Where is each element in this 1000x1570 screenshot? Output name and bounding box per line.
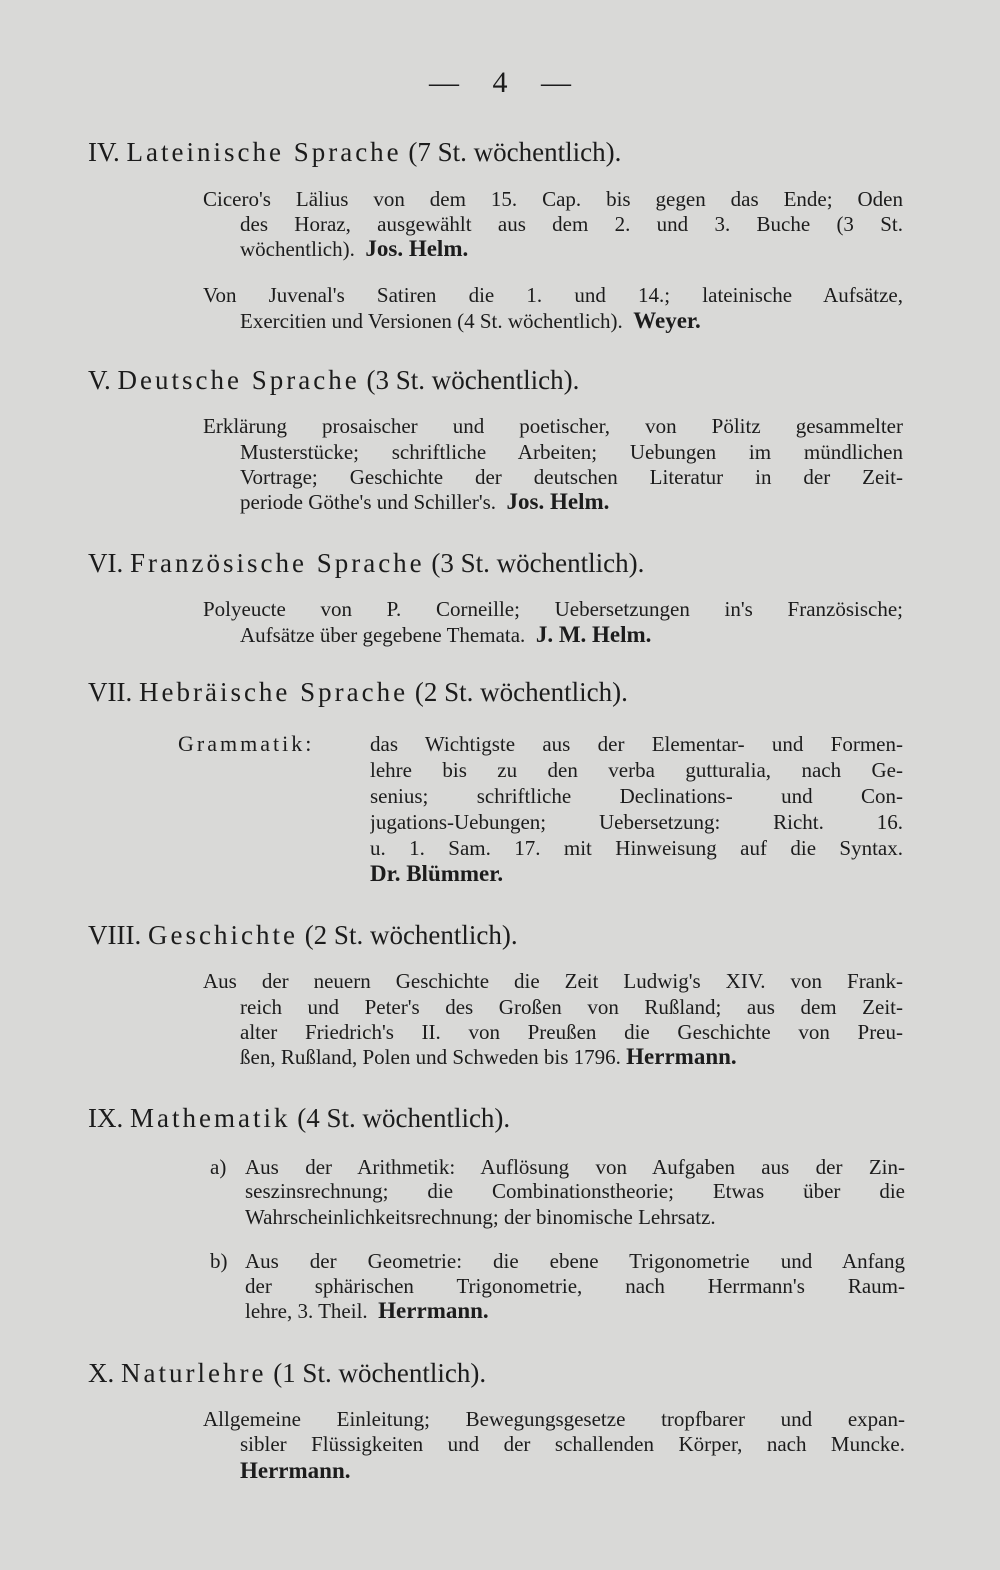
- text-line: Polyeucte von P. Corneille; Uebersetzungen in's Französische;: [203, 597, 903, 621]
- text-line: lehre bis zu den verba gutturalia, nach Ge-: [370, 758, 903, 782]
- section-title: Naturlehre: [121, 1358, 267, 1388]
- item-marker: b): [210, 1249, 228, 1273]
- section-title: Lateinische Sprache: [126, 137, 402, 167]
- text-line: Von Juvenal's Satiren die 1. und 14.; lateinische Aufsätze,: [203, 283, 903, 307]
- text-line: jugations-Uebungen; Uebersetzung: Richt. 16.: [370, 810, 903, 834]
- text: ßen, Rußland, Polen und Schweden bis 1796.: [240, 1045, 621, 1069]
- teacher-name: Dr. Blümmer.: [370, 861, 504, 886]
- section-heading-hebrew: [88, 676, 628, 708]
- text-line: [240, 489, 609, 515]
- text-line: Aus der Arithmetik: Auflösung von Aufgaben aus der Zin-: [245, 1155, 905, 1179]
- text-line: Vortrage; Geschichte der deutschen Literatur in der Zeit-: [240, 465, 903, 489]
- section-title: Deutsche Sprache: [117, 365, 360, 395]
- text: wöchentlich).: [240, 237, 355, 261]
- section-title: Mathematik: [130, 1103, 291, 1133]
- section-hours: (7 St. wöchentlich).: [408, 137, 622, 167]
- text-line: Allgemeine Einleitung; Bewegungsgesetze tropfbarer und expan-: [203, 1407, 905, 1431]
- text-line: Musterstücke; schriftliche Arbeiten; Uebungen im mündlichen: [240, 440, 903, 464]
- teacher-name: J. M. Helm.: [535, 622, 652, 647]
- text-line: [240, 1044, 737, 1070]
- item-marker: a): [210, 1155, 227, 1179]
- teacher-name: Herrmann.: [378, 1298, 489, 1323]
- text-line: senius; schriftliche Declinations- und Con-: [370, 784, 903, 808]
- section-number: IX.: [88, 1103, 124, 1133]
- text-line: Wahrscheinlichkeitsrechnung; der binomische Lehrsatz.: [245, 1205, 716, 1229]
- section-hours: (4 St. wöchentlich).: [297, 1103, 511, 1133]
- text: Aufsätze über gegebene Themata.: [240, 623, 526, 647]
- text-line: der sphärischen Trigonometrie, nach Herrmann's Raum-: [245, 1274, 905, 1298]
- section-number: VIII.: [88, 920, 142, 950]
- text: lehre, 3. Theil.: [245, 1299, 368, 1323]
- subsection-label: Grammatik:: [178, 731, 315, 756]
- section-number: V.: [88, 365, 111, 395]
- text-line: [245, 1298, 489, 1324]
- text-line: u. 1. Sam. 17. mit Hinweisung auf die Syntax.: [370, 836, 903, 860]
- page-number: — 4 —: [429, 66, 571, 99]
- section-hours: (1 St. wöchentlich).: [273, 1358, 487, 1388]
- text-line: reich und Peter's des Großen von Rußland; aus dem Zeit-: [240, 995, 903, 1019]
- text-line: Aus der neuern Geschichte die Zeit Ludwig's XIV. von Frank-: [203, 969, 903, 993]
- section-hours: (2 St. wöchentlich).: [414, 677, 628, 707]
- section-title: Französische Sprache: [130, 548, 425, 578]
- section-hours: (3 St. wöchentlich).: [366, 365, 580, 395]
- section-title: Hebräische Sprache: [138, 677, 409, 707]
- section-heading-history: [88, 919, 518, 951]
- text: periode Göthe's und Schiller's.: [240, 490, 497, 514]
- text-line: sibler Flüssigkeiten und der schallenden Körper, nach Muncke.: [240, 1432, 905, 1456]
- text: Exercitien und Versionen (4 St. wöchentlich).: [240, 309, 623, 333]
- section-heading-math: [88, 1102, 510, 1134]
- section-heading-physics: [88, 1357, 486, 1389]
- teacher-name: Weyer.: [633, 308, 701, 333]
- text-line: Aus der Geometrie: die ebene Trigonometrie und Anfang: [245, 1249, 905, 1273]
- teacher-name: Herrmann.: [626, 1044, 737, 1069]
- section-heading-french: [88, 547, 644, 579]
- section-hours: (2 St. wöchentlich).: [304, 920, 518, 950]
- text-line: alter Friedrich's II. von Preußen die Geschichte von Preu-: [240, 1020, 903, 1044]
- text-line: [240, 236, 468, 262]
- section-title: Geschichte: [147, 920, 298, 950]
- section-number: VI.: [88, 548, 124, 578]
- section-heading-german: [88, 364, 579, 396]
- text-line: [240, 622, 651, 648]
- section-heading-latin: [88, 136, 621, 168]
- teacher-name: Herrmann.: [240, 1458, 351, 1483]
- section-number: VII.: [88, 677, 133, 707]
- text-line: seszinsrechnung; die Combinationstheorie; Etwas über die: [245, 1179, 905, 1203]
- text-line: [240, 308, 701, 334]
- section-hours: (3 St. wöchentlich).: [431, 548, 645, 578]
- section-number: IV.: [88, 137, 120, 167]
- teacher-name: Jos. Helm.: [506, 489, 610, 514]
- section-number: X.: [88, 1358, 115, 1388]
- teacher-name: Jos. Helm.: [365, 236, 469, 261]
- text-line: des Horaz, ausgewählt aus dem 2. und 3. Buche (3 St.: [240, 212, 903, 236]
- text-line: Cicero's Lälius von dem 15. Cap. bis gegen das Ende; Oden: [203, 187, 903, 211]
- text-line: das Wichtigste aus der Elementar- und Formen-: [370, 732, 903, 756]
- text-line: Erklärung prosaischer und poetischer, von Pölitz gesammelter: [203, 414, 903, 438]
